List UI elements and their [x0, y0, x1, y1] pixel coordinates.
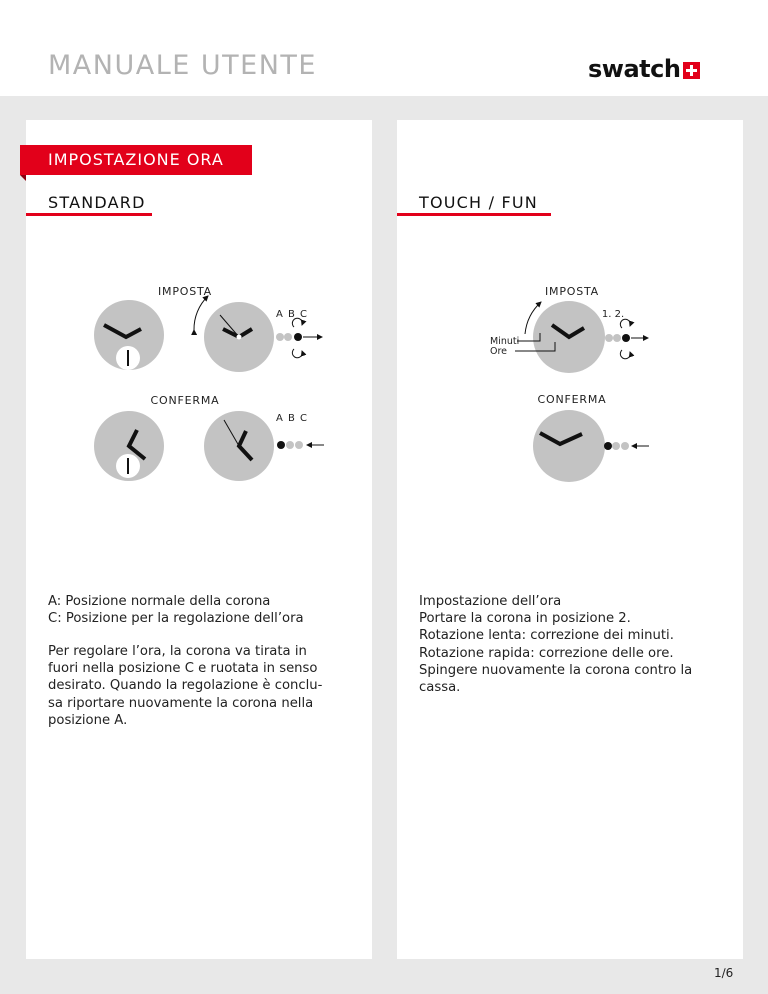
minuti-label: Minuti: [490, 336, 520, 347]
instruction-line-2a: fuori nella posizione: [48, 661, 185, 677]
touch-fun-underline: [397, 213, 551, 216]
legend-a-key: A:: [48, 594, 62, 609]
watch-dial-2: [204, 302, 274, 372]
page-number: 1∕6: [714, 966, 734, 980]
rotate-ccw-icon-right: [620, 350, 630, 359]
touch-fun-setting-diagram: [397, 270, 743, 490]
conferma-label-right: CONFERMA: [537, 393, 607, 406]
touch-line-5: Spingere nuovamente la corona contro la: [419, 662, 693, 678]
touch-fun-panel: [397, 120, 743, 959]
swatch-logo: [588, 56, 700, 82]
crown-positions-right-top: [605, 319, 648, 358]
section-banner: [20, 145, 252, 175]
instruction-line-4: sa riportare nuovamente la corona nella: [48, 695, 314, 711]
touch-line-3: Rotazione lenta: correzione dei minuti.: [419, 628, 674, 644]
ore-label: Ore: [490, 346, 508, 357]
instruction-line-5c: .: [123, 712, 128, 728]
legend-c-key: C:: [48, 611, 62, 627]
touch-line-1: Impostazione dell’ora: [419, 594, 562, 609]
abc-label-top: A B C: [275, 309, 309, 320]
touch-fun-heading: TOUCH ∕ FUN: [419, 193, 538, 212]
crown-positions-right-bottom: [604, 442, 649, 450]
touch-fun-instructions: [419, 593, 739, 696]
crown-positions-top: [276, 318, 322, 357]
watch-dial-4: [204, 411, 274, 481]
instruction-line-2c: e ruotata in senso: [193, 661, 318, 677]
watch-dial-6: [533, 410, 605, 482]
instruction-line-5a: posizione: [48, 712, 115, 728]
touch-line-4: Rotazione rapida: correzione delle ore.: [419, 645, 674, 661]
legend-c-text: Posizione per la regolazione dell’ora: [61, 611, 304, 627]
legend-a: [48, 593, 358, 610]
instruction-line-3: desirato. Quando la regolazione è conclu-: [48, 678, 323, 694]
legend-c: [48, 610, 358, 627]
abc-label-bottom: A B C: [275, 413, 309, 424]
instruction-line-5b: A: [114, 712, 124, 728]
swiss-cross-icon: [683, 62, 700, 79]
brand-name: swatch: [588, 55, 681, 83]
standard-instructions: [48, 643, 358, 729]
conferma-label: CONFERMA: [150, 394, 220, 407]
watch-dial-3: [94, 411, 164, 481]
standard-setting-diagram: [26, 270, 372, 490]
legend-a-text: Posizione normale della corona: [61, 594, 271, 609]
rotation-arrow: [194, 296, 208, 330]
banner-fold: [20, 175, 26, 181]
banner-label: IMPOSTAZIONE ORA: [48, 150, 224, 169]
touch-line-2: Portare la corona in posizione 2.: [419, 611, 631, 627]
watch-dial-1: [94, 300, 164, 370]
standard-underline: [26, 213, 152, 216]
touch-line-6: cassa.: [419, 680, 461, 696]
page-header: [0, 0, 768, 96]
instruction-line-1: Per regolare l’ora, la corona va tirata in: [48, 644, 307, 659]
instruction-line-2b: C: [184, 661, 194, 677]
rotate-ccw-icon: [292, 349, 302, 358]
instruction-line-2: [48, 660, 358, 677]
positions-label-right: 1. 2.: [601, 309, 625, 320]
rotate-cw-icon-right: [620, 319, 630, 328]
standard-heading: STANDARD: [48, 193, 146, 212]
imposta-label-right: IMPOSTA: [545, 285, 599, 298]
crown-positions-bottom: [277, 441, 324, 449]
instruction-line-5: [48, 712, 358, 729]
standard-panel: [26, 120, 372, 959]
page-title: MANUALE UTENTE: [48, 50, 317, 81]
watch-dial-5: [515, 301, 605, 373]
imposta-label: IMPOSTA: [158, 285, 212, 298]
standard-legend: [48, 593, 358, 627]
